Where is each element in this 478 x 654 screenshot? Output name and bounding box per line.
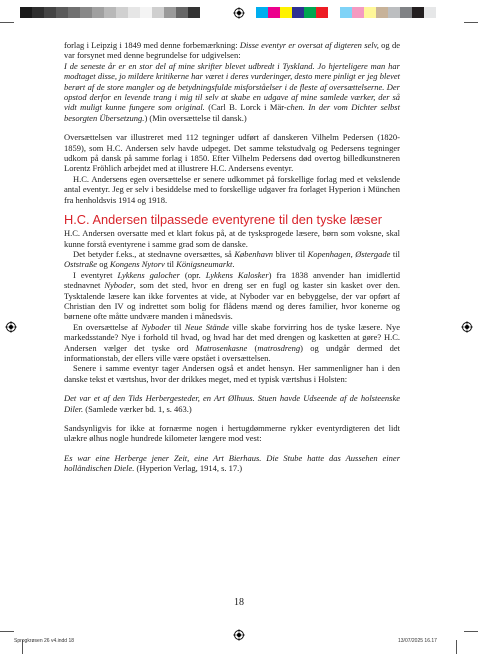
- paragraph: [64, 249, 400, 270]
- block-quote: [64, 453, 400, 474]
- text-run: En oversættelse af: [73, 321, 142, 332]
- page-number: 18: [234, 597, 244, 608]
- text-run: til: [164, 259, 177, 270]
- text-run: til: [170, 321, 185, 332]
- registration-mark-bottom-icon: [233, 629, 245, 641]
- text-run-italic: Kongens Nytorv: [109, 259, 165, 270]
- quote-text: Es war eine Herberge jener Zeit, eine Art Bierhaus. Die Stube hatte das Aussehen einer holländischen Diele.: [64, 452, 400, 474]
- text-run: .: [232, 259, 235, 270]
- paragraph: H.C. Andersens egen oversættelse er senere udkommet på forskellige forlag med et vekslende antal eventyr. Jeg er selv i besiddelse med to forskellige udgaver fra forlaget Hyperion i München fra henholdsvis 1914 og 1918.: [64, 173, 400, 205]
- text-run-italic: Disse eventyr er oversat af digteren selv,: [239, 40, 379, 50]
- text-run: ,: [350, 248, 356, 259]
- paragraph: Senere i samme eventyr tager Andersen også et andet hensyn. Her sammenligner han i den danske tekst et værtshus, hvor der drikkes meget, med et typisk værtshus i Holsten:: [64, 363, 400, 384]
- crop-mark: [464, 22, 478, 23]
- text-run: forlag i Leipzig i 1849 med denne forbemærkning:: [64, 40, 240, 50]
- text-run: bliver til: [273, 248, 308, 259]
- paragraph: [64, 270, 400, 322]
- paragraph: Oversættelsen var illustreret med 112 tegninger udført af danskeren Vilhelm Pedersen (1820-1859), som H.C. Andersen selv havde udpeget. Det samme tekstudvalg og Pedersens tegninger udkom på dansk på samme forlag i 1850. Efter Vilhelm Pedersens død overtog billedkunstneren Lorentz Fröhlich arbejdet med at illustrere H.C. Andersens eventyr.: [64, 132, 400, 174]
- paragraph: Sandsynligvis for ikke at fornærme nogen i hertugdømmerne rykker eventyrdigteren det lidt ulækre ølhus nogle hundrede kilometer længere mod vest:: [64, 423, 400, 444]
- section-heading: H.C. Andersen tilpassede eventyrene til den tyske læser: [64, 212, 382, 228]
- text-run: (opr.: [179, 269, 206, 280]
- page-body: [64, 40, 400, 474]
- quote-text: Det var et af den Tids Herbergesteder, en Art Ølhuus. Stuen havde Udseende af de holsteenske Diler.: [64, 393, 400, 414]
- registration-mark-left-icon: [5, 321, 17, 333]
- text-run-italic: Kopenhagen: [307, 248, 351, 259]
- color-bar: [256, 7, 436, 18]
- intro-paragraph: [64, 40, 400, 61]
- text-run: I eventyret: [73, 269, 118, 280]
- text-run-italic: Lykkens galocher: [117, 269, 180, 280]
- crop-mark: [456, 640, 457, 654]
- text-run-italic: Nyboder: [141, 321, 171, 332]
- paragraph: H.C. Andersen oversatte med et klart fokus på, at de tysksprogede læsere, børn som voksne, skal kunne forstå eventyrene i samme grad som de danske.: [64, 228, 400, 249]
- text-run-italic: matrosdreng: [257, 342, 301, 353]
- text-run: ) fra 1838 anvender han imidlertid stednavnet: [64, 269, 400, 291]
- quote-reference: (Hyperion Verlag, 1914, s. 17.): [134, 463, 243, 474]
- text-run-italic: Østergade: [355, 248, 391, 259]
- crop-mark: [0, 22, 14, 23]
- text-run-italic: Neue Stände: [184, 321, 229, 332]
- quote-reference: (Samlede værker bd. 1, s. 463.): [83, 403, 192, 414]
- crop-mark: [0, 631, 14, 632]
- text-run: ) og undgår dermed det informationstab, der ellers ville være opstået i oversættelsen.: [64, 342, 400, 363]
- quote-reference: ) (Min oversættelse til dansk.): [144, 112, 247, 123]
- quote-text: I de seneste år er en stor del af mine skrifter blevet udbredt i Tyskland. Jo hjerteligere man har modtaget disse, jo mildere kritikerne har været i deres vurderinger, desto mere pinligt er jeg blevet berørt af de store mangler og de betydningsfulde misforståelser i de fleste af oversættelserne. Der opstod derfor en levende trang i mig til selv at skabe en udgave af mine samlede værker, der så vidt muligt kunne fungere som original.: [64, 60, 400, 113]
- quote-reference-title: chen. In der vom Dichter selbst besorgten Übersetzung.: [64, 102, 400, 123]
- text-run: , som det sted, hvor en dreng ser en fugl og kaster sin kasket over den. Tysktalende læsere kan ikke forventes at vide, at Nyboder var en bebyggelse, der var opført af Christian den IV og indrettet som bolig for flådens mænd og deres familier, hvor konerne og børnene ofte måtte undvære manden i månedsvis.: [64, 280, 400, 322]
- text-run: og de var forsynet med denne begrundelse for udgivelsen:: [64, 40, 400, 61]
- quote-reference: (Carl B. Lorck i Mär-: [204, 102, 287, 113]
- text-run-italic: Oststraße: [64, 259, 98, 270]
- text-run-italic: Matrosenkasne: [195, 342, 248, 353]
- slug-timestamp: 13/07/2025 16.17: [398, 638, 437, 644]
- paragraph: [64, 322, 400, 364]
- text-run: (: [247, 342, 258, 353]
- text-run: Det betyder f.eks., at stednavne oversættes, så: [73, 248, 235, 259]
- registration-mark-right-icon: [461, 321, 473, 333]
- text-run-italic: Lykkens Kalosker: [205, 269, 269, 280]
- text-run-italic: Nyboder: [104, 280, 134, 291]
- text-run-italic: København: [234, 248, 274, 259]
- block-quote: [64, 61, 400, 123]
- slug-filename: Sprogkrøsen 26 v4.indd 18: [14, 638, 75, 644]
- text-run: ville skabe forvirring hos de tyske læsere. Nye markedsstande? Nye i forhold til hvad, og hvad har det med drengen og kasketten at gøre? H.C. Andersen vælger det tyske ord: [64, 321, 400, 353]
- crop-mark: [464, 631, 478, 632]
- registration-mark-top-icon: [233, 7, 245, 19]
- block-quote: [64, 393, 400, 414]
- text-run: til: [390, 248, 400, 259]
- text-run: og: [97, 259, 110, 270]
- text-run-italic: Königsneumarkt: [176, 259, 233, 270]
- grayscale-bar: [20, 7, 200, 18]
